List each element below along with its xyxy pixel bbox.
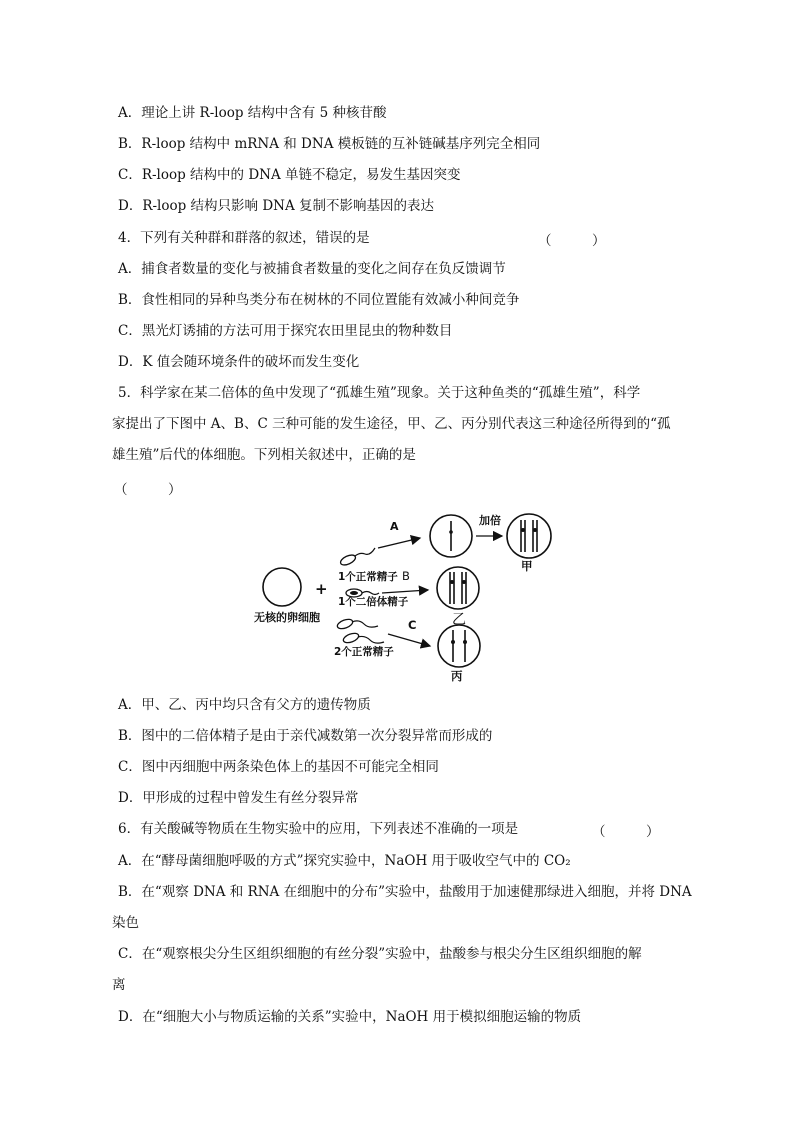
cell-bing xyxy=(438,625,480,667)
plus-sign: + xyxy=(315,580,328,598)
q4-option-d: D．K 值会随环境条件的破坏而发生变化 xyxy=(118,354,360,370)
q5-option-d: D．甲形成的过程中曾发生有丝分裂异常 xyxy=(118,790,359,806)
cell-jia xyxy=(507,514,551,558)
q4-option-a: A．捕食者数量的变化与被捕食者数量的变化之间存在负反馈调节 xyxy=(118,261,506,277)
q5-option-a: A．甲、乙、丙中均只含有父方的遗传物质 xyxy=(118,697,371,713)
normal-sperm-a xyxy=(339,548,375,567)
route-a-arrow xyxy=(378,538,420,548)
q5-stem-line-1: 5．科学家在某二倍体的鱼中发现了“孤雄生殖”现象。关于这种鱼类的“孤雄生殖”，科学 xyxy=(118,385,641,401)
doubling-label: 加倍 xyxy=(479,514,501,527)
egg-cell-label: 无核的卵细胞 xyxy=(254,611,320,624)
q4-answer-paren: （ ） xyxy=(538,233,606,249)
sperm-diploid-label: 1个二倍体精子 xyxy=(338,596,409,608)
q6-option-a: A．在“酵母菌细胞呼吸的方式”探究实验中，NaOH 用于吸收空气中的 CO₂ xyxy=(118,853,571,869)
route-b-arrow xyxy=(382,590,428,593)
normal-sperms-c xyxy=(336,618,384,645)
q6-option-b-line-1: B．在“观察 DNA 和 RNA 在细胞中的分布”实验中，盐酸用于加速健那绿进入细胞，并将 DNA xyxy=(118,884,692,900)
cell-bing-label: 丙 xyxy=(451,669,463,683)
q6-option-c-line-2: 离 xyxy=(112,977,126,993)
egg-cell xyxy=(263,568,301,606)
q6-answer-paren: （ ） xyxy=(592,824,660,840)
q3-option-b: B．R-loop 结构中 mRNA 和 DNA 模板链的互补链碱基序列完全相同 xyxy=(118,136,541,152)
androgenesis-diagram xyxy=(250,508,580,686)
q6-option-c-line-1: C．在“观察根尖分生区组织细胞的有丝分裂”实验中，盐酸参与根尖分生区组织细胞的解 xyxy=(118,946,642,962)
q6-option-b-line-2: 染色 xyxy=(112,915,139,931)
cell-yi-label: 乙 xyxy=(452,612,466,628)
sperm-normal-1-label: 1个正常精子 xyxy=(338,571,398,583)
route-c-arrow xyxy=(388,634,430,646)
q3-option-a: A．理论上讲 R-loop 结构中含有 5 种核苷酸 xyxy=(118,105,387,121)
q4-stem: 4．下列有关种群和群落的叙述，错误的是 xyxy=(118,230,370,246)
q5-option-b: B．图中的二倍体精子是由于亲代减数第一次分裂异常而形成的 xyxy=(118,728,493,744)
sperm-normal-2-label: 2个正常精子 xyxy=(334,646,394,658)
q3-option-d: D．R-loop 结构只影响 DNA 复制不影响基因的表达 xyxy=(118,198,435,214)
route-b-label: B xyxy=(402,569,410,583)
q5-stem-line-3: 雄生殖”后代的体细胞。下列相关叙述中，正确的是 xyxy=(112,447,416,463)
q4-option-c: C．黑光灯诱捕的方法可用于探究农田里昆虫的物种数目 xyxy=(118,323,453,339)
cell-jia-label: 甲 xyxy=(521,559,533,573)
q4-option-b: B．食性相同的异种鸟类分布在树林的不同位置能有效减小种间竞争 xyxy=(118,292,520,308)
q6-stem: 6．有关酸碱等物质在生物实验中的应用，下列表述不准确的一项是 xyxy=(118,821,519,837)
route-a-label: A xyxy=(390,520,399,533)
q6-option-d: D．在“细胞大小与物质运输的关系”实验中，NaOH 用于模拟细胞运输的物质 xyxy=(118,1009,582,1025)
cell-yi xyxy=(437,567,479,609)
q3-option-c: C．R-loop 结构中的 DNA 单链不稳定，易发生基因突变 xyxy=(118,167,461,183)
q5-stem-line-2: 家提出了下图中 A、B、C 三种可能的发生途径，甲、乙、丙分别代表这三种途径所得到的“孤 xyxy=(112,416,671,432)
haploid-cell-a xyxy=(430,515,472,557)
q5-answer-paren: （ ） xyxy=(114,482,182,498)
q5-option-c: C．图中丙细胞中两条染色体上的基因不可能完全相同 xyxy=(118,759,439,775)
route-c-label: C xyxy=(408,618,417,632)
